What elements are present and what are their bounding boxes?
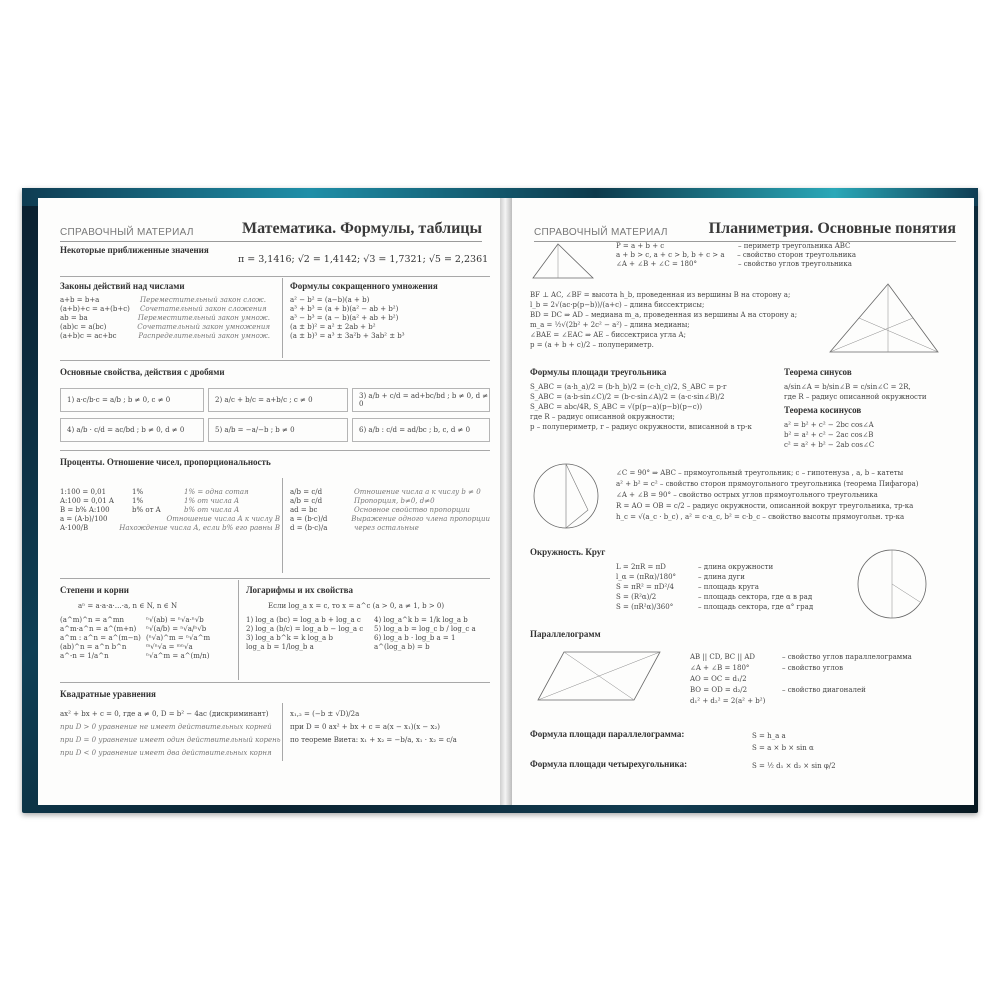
fractions-title: Основные свойства, действия с дробями xyxy=(60,367,225,377)
fraction-cell: 4) a/b · c/d = ac/bd ; b ≠ 0, d ≠ 0 xyxy=(60,418,204,442)
short-mult-title: Формулы сокращенного умножения xyxy=(290,281,438,291)
divider xyxy=(60,578,490,579)
circumscribed-circle-diagram xyxy=(530,460,602,532)
percent-left-list: 1:100 = 0,01 1% 1% = одна сотая A:100 = 0,01 A 1% 1% от числа A B = b% A:100 b% от A b% от числа A a = (A·b)/100 Отношение числа A к числу B A·100/B Нахождение числа A, если b% его равны B xyxy=(60,488,280,532)
divider xyxy=(60,682,490,683)
divider xyxy=(60,276,490,277)
approx-title: Некоторые приближенные значения xyxy=(60,245,209,255)
fraction-cell: 2) a/c + b/c = a+b/c ; c ≠ 0 xyxy=(208,388,348,412)
area-quad-formula: S = ½ d₁ × d₂ × sin φ/2 xyxy=(752,762,836,770)
divider xyxy=(60,450,490,451)
triangle-lines: BF ⊥ AC, ∠BF = высота h_b, проведенная из вершины B на сторону a; l_b = 2√(ac·p(p−b))/(a+c) – длина биссектрисы; BD = DC ⇒ AD – медиана m_a, проведенная из вершины A на сторону a; m_a = ½√(2b² + 2c² − a²) – длина медианы; ∠BAE = ∠EAC ⇒ AE – биссектриса угла A; p = (a + b + c)/2 – полупериметр. xyxy=(530,291,798,349)
quadratic-list: ax² + bx + c = 0, где a ≠ 0, D = b² − 4ac (дискриминант) при D > 0 уравнение не имеет действительных корней при D = 0 уравнение имеет один действительный корень при D < 0 уравнение имеет два действительных корня xyxy=(60,710,281,757)
powers-title: Степени и корни xyxy=(60,585,129,595)
percent-title: Проценты. Отношение чисел, пропорциональность xyxy=(60,457,271,467)
quadratic-title: Квадратные уравнения xyxy=(60,689,156,699)
area-par-list: S = h_a a S = a × b × sin α xyxy=(752,732,814,752)
area-par-label: Формула площади параллелограмма: xyxy=(530,729,685,739)
law-row: ab = ba Переместительный закон умнож. xyxy=(60,314,270,322)
triangle-medians-diagram xyxy=(824,278,944,358)
area-quad-label: Формула площади четырехугольника: xyxy=(530,759,688,769)
parallelogram-title: Параллелограмм xyxy=(530,629,601,639)
powers-list: (a^m)^n = a^mn a^m·a^n = a^(m+n) a^m : a^n = a^(m−n) (ab)^n = a^n b^n a^-n = 1/a^n xyxy=(60,616,141,660)
sines-title: Теорема синусов xyxy=(784,367,852,377)
logs-list-2: 4) log_a^k b = 1/k log_a b 5) log_a b = log_c b / log_c a 6) log_a b · log_b a = 1 a^(log_a b) = b xyxy=(374,616,476,651)
divider xyxy=(282,703,283,761)
quadratic-list-2: x₁,₂ = (−b ± √D)/2a при D = 0 ax² + bx + c = a(x − x₁)(x − x₂) по теореме Виета: x₁ + x₂ = −b/a, x₁ · x₂ = c/a xyxy=(290,710,457,744)
law-row: (a+b)+c = a+(b+c) Сочетательный закон сложения xyxy=(60,305,267,313)
fraction-cell: 6) a/b : c/d = ad/bc ; b, c, d ≠ 0 xyxy=(352,418,490,442)
short-mult-list: a² − b² = (a−b)(a + b) a³ + b³ = (a + b)(a² − ab + b²) a³ − b³ = (a − b)(a² + ab + b²) (a ± b)² = a² ± 2ab + b² (a ± b)³ = a³ ± 3a²b + 3ab² ± b³ xyxy=(290,296,405,340)
fraction-cell: 5) a/b = −a/−b ; b ≠ 0 xyxy=(208,418,348,442)
right-page-header xyxy=(534,216,956,242)
roots-list: ⁿ√(ab) = ⁿ√a·ⁿ√b ⁿ√(a/b) = ⁿ√a/ⁿ√b (ⁿ√a)^m = ⁿ√a^m ᵐ√ⁿ√a = ᵐⁿ√a ⁿ√a^m = a^(m/n) xyxy=(146,616,211,660)
divider xyxy=(282,278,283,358)
approx-values: π = 3,1416; √2 = 1,4142; √3 = 1,7321; √5 = 2,2361 xyxy=(238,254,489,265)
page-title: Математика. Формулы, таблицы xyxy=(241,220,482,237)
book-spine xyxy=(500,198,512,805)
triangle-diagram xyxy=(528,240,598,282)
sines-list: a/sin∠A = b/sin∠B = c/sin∠C = 2R, где R – радиус описанной окружности xyxy=(784,383,927,401)
right-page xyxy=(512,198,974,805)
area-tri-title: Формулы площади треугольника xyxy=(530,367,667,377)
laws-list xyxy=(60,296,270,341)
logs-list: 1) log_a (bc) = log_a b + log_a c 2) log_a (b/c) = log_a b − log_a c 3) log_a b^k = k log_a b log_a b = 1/log_b a xyxy=(246,616,364,651)
left-page xyxy=(38,198,500,805)
divider xyxy=(238,580,239,680)
header-tag: СПРАВОЧНЫЙ МАТЕРИАЛ xyxy=(534,227,668,238)
law-row: a+b = b+a Переместительный закон слож. xyxy=(60,296,266,304)
page-title: Планиметрия. Основные понятия xyxy=(708,220,956,237)
fraction-cell: 1) a·c/b·c = a/b ; b ≠ 0, c ≠ 0 xyxy=(60,388,204,412)
parallelogram-diagram xyxy=(534,648,664,704)
circle-list: L = 2πR = πD – длина окружности l_α = (πRα)/180° – длина дуги S = πR² = πD²/4 – площадь круга S = (R²α)/2 – площадь сектора, где α в рад S = (πR²α)/360° – площадь сектора, где α° град xyxy=(616,563,814,611)
logs-title: Логарифмы и их свойства xyxy=(246,585,354,595)
left-page-header xyxy=(60,216,482,242)
parallelogram-list: AB || CD, BC || AD – свойство углов параллелограмма ∠A + ∠B = 180° – свойство углов AO = OC = d₁/2 BO = OD = d₂/2 – свойство диагоналей d₁² + d₂² = 2(a² + b²) xyxy=(690,653,912,705)
header-tag: СПРАВОЧНЫЙ МАТЕРИАЛ xyxy=(60,227,194,238)
powers-def: aⁿ = a·a·a·…·a, n ∈ N, n ∈ N xyxy=(78,602,178,610)
fraction-cell: 3) a/b + c/d = ad+bc/bd ; b ≠ 0, d ≠ 0 xyxy=(352,388,490,412)
cosines-title: Теорема косинусов xyxy=(784,405,862,415)
law-row: (ab)c = a(bc) Сочетательный закон умножения xyxy=(60,323,270,331)
right-tri-list: ∠C = 90° ⇒ ABC – прямоугольный треугольник; c – гипотенуза , a, b – катеты a² + b² = c² – свойство сторон прямоугольного треугольника (теорема Пифагора) ∠A + ∠B = 90° – свойство острых углов прямоугольного треугольника R = AO = OB = c/2 – радиус окружности, описанной вокруг треугольника, тр-ка h_c = √(a_c · b_c) , a² = c·a_c, b² = c·b_c – свойство высоты прямоугольн. тр-ка xyxy=(616,469,919,521)
law-row: (a+b)c = ac+bc Распределительный закон умнож. xyxy=(60,332,270,340)
cosines-list: a² = b² + c² − 2bc cos∠A b² = a² + c² − 2ac cos∠B c² = a² + b² − 2ab cos∠C xyxy=(784,421,875,449)
percent-right-list: a/b = c/d Отношение числа a к числу b ≠ 0 a/b = c/d Пропорция, b≠0, d≠0 ad = bc Основное свойство пропорции a = (b·c)/d Выражение одного члена пропорции d = (b·c)/a через остальные xyxy=(290,488,490,532)
divider xyxy=(282,478,283,573)
triangle-top-list: P = a + b + c – периметр треугольника ABC a + b > c, a + c > b, b + c > a – свойство сторон треугольника ∠A + ∠B + ∠C = 180° – свойство углов треугольника xyxy=(616,242,856,268)
area-tri-list: S_ABC = (a·h_a)/2 = (b·h_b)/2 = (c·h_c)/2, S_ABC = p·r S_ABC = (a·b·sin∠C)/2 = (b·c·sin∠A)/2 = (a·c·sin∠B)/2 S_ABC = abc/4R, S_ABC = √(p(p−a)(p−b)(p−c)) где R – радиус описанной окружности; p – полупериметр, r – радиус окружности, вписанной в тр-к xyxy=(530,383,752,431)
circle-diagram xyxy=(854,546,930,622)
logs-def: Если log_a x = c, то x = a^c (a > 0, a ≠ 1, b > 0) xyxy=(268,602,445,610)
divider xyxy=(60,360,490,361)
laws-title: Законы действий над числами xyxy=(60,281,185,291)
circle-title: Окружность. Круг xyxy=(530,547,606,557)
